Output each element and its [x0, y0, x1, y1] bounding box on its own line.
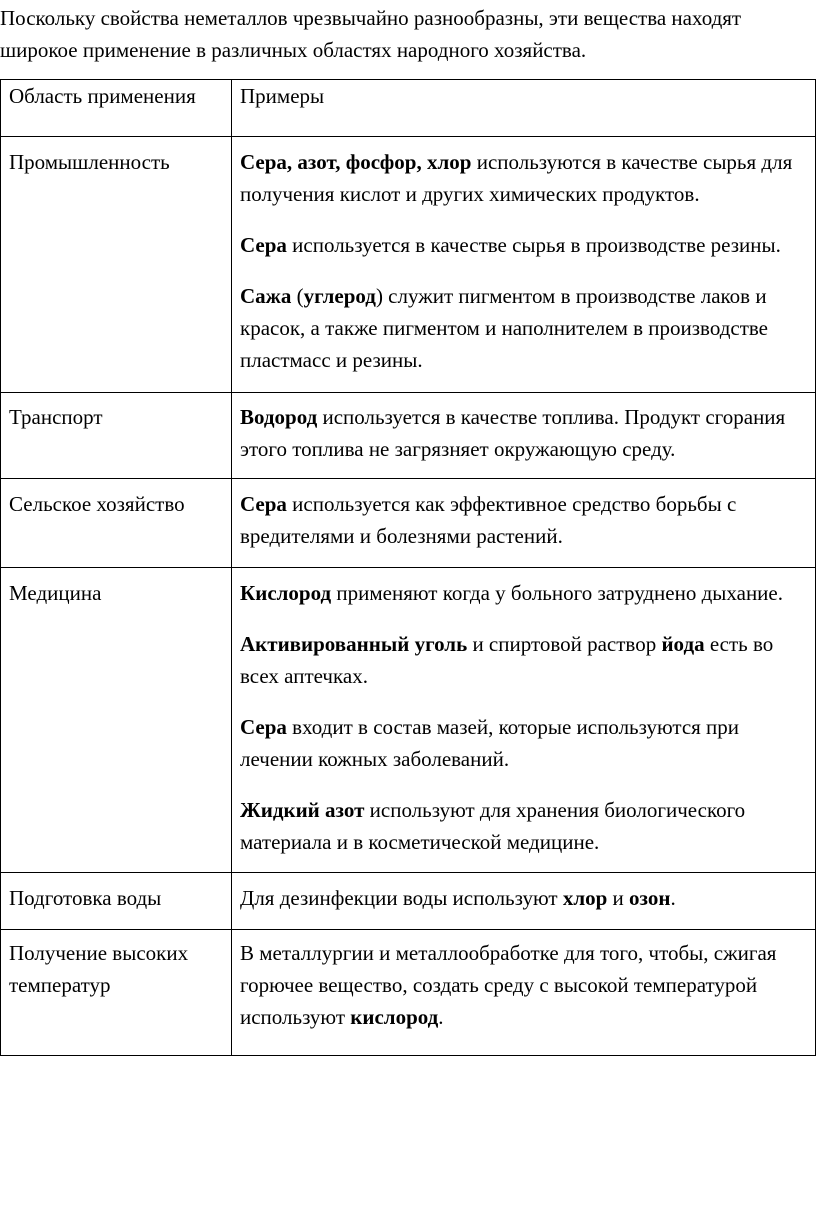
example-paragraph — [240, 628, 807, 692]
bold-term: Кислород — [240, 581, 332, 605]
bold-term: Жидкий азот — [240, 798, 365, 822]
example-paragraph — [240, 401, 807, 465]
table-row-medicine — [1, 568, 816, 873]
row-examples — [232, 873, 816, 930]
bold-term: Сера, азот, фосфор, хлор — [240, 150, 472, 174]
example-text: ( — [291, 284, 304, 308]
example-text: Для дезинфекции воды используют — [240, 886, 563, 910]
row-examples — [232, 393, 816, 479]
example-paragraph — [240, 488, 807, 552]
bold-term: Сажа — [240, 284, 292, 308]
bold-term: йода — [661, 632, 705, 656]
row-area: Промышленность — [1, 137, 232, 393]
example-text: используется как эффективное средство борьбы с вредителями и болезнями растений. — [240, 492, 737, 548]
example-paragraph — [240, 711, 807, 775]
row-examples — [232, 568, 816, 873]
example-text: применяют когда у больного затруднено дыхание. — [331, 581, 783, 605]
row-examples — [232, 137, 816, 393]
example-text: В металлургии и металлообработке для того, чтобы, сжигая горючее вещество, создать среду с высокой температурой используют — [240, 941, 777, 1029]
example-text: используют для хранения биологического материала и в косметической медицине. — [240, 798, 746, 854]
table-row-agriculture — [1, 479, 816, 568]
example-paragraph — [240, 794, 807, 858]
table-header-row — [1, 80, 816, 137]
table-row-water-treatment — [1, 873, 816, 930]
row-area: Получение высоких температур — [1, 930, 232, 1056]
row-area: Транспорт — [1, 393, 232, 479]
example-paragraph — [240, 882, 807, 914]
example-paragraph — [240, 229, 807, 261]
example-text: используется в качестве сырья в производстве резины. — [286, 233, 781, 257]
intro-paragraph: Поскольку свойства неметаллов чрезвычайно разнообразны, эти вещества находят широкое применение в различных областях народного хозяйства. — [0, 6, 742, 62]
bold-term: Сера — [240, 492, 287, 516]
example-paragraph — [240, 146, 807, 210]
example-paragraph — [240, 937, 807, 1033]
example-text: ) служит пигментом в производстве лаков и красок, а также пигментом и наполнителем в производстве пластмасс и резины. — [240, 284, 769, 372]
example-paragraph — [240, 280, 807, 376]
example-text: . — [670, 886, 676, 910]
table-row-high-temperatures — [1, 930, 816, 1056]
bold-term: Водород — [240, 405, 318, 429]
example-text: используется в качестве топлива. Продукт сгорания этого топлива не загрязняет окружающую среду. — [240, 405, 786, 461]
bold-term: кислород — [350, 1005, 439, 1029]
header-area: Область применения — [1, 80, 232, 137]
header-examples: Примеры — [232, 80, 816, 137]
row-examples — [232, 930, 816, 1056]
applications-table — [0, 79, 816, 1056]
bold-term: Активированный уголь — [240, 632, 468, 656]
bold-term: Сера — [240, 233, 287, 257]
example-text: и спиртовой раствор — [467, 632, 662, 656]
row-area: Медицина — [1, 568, 232, 873]
example-text: есть во всех аптечках. — [240, 632, 774, 688]
example-text: входит в состав мазей, которые используются при лечении кожных заболеваний. — [240, 715, 740, 771]
row-area: Подготовка воды — [1, 873, 232, 930]
row-examples — [232, 479, 816, 568]
table-row-transport — [1, 393, 816, 479]
example-text: . — [438, 1005, 444, 1029]
bold-term: озон — [629, 886, 671, 910]
row-area: Сельское хозяйство — [1, 479, 232, 568]
bold-term: Сера — [240, 715, 287, 739]
table-row-industry — [1, 137, 816, 393]
example-paragraph — [240, 577, 807, 609]
bold-term: хлор — [562, 886, 608, 910]
example-text: используются в качестве сырья для получения кислот и других химических продуктов. — [240, 150, 793, 206]
example-text: и — [607, 886, 630, 910]
bold-term: углерод — [303, 284, 376, 308]
